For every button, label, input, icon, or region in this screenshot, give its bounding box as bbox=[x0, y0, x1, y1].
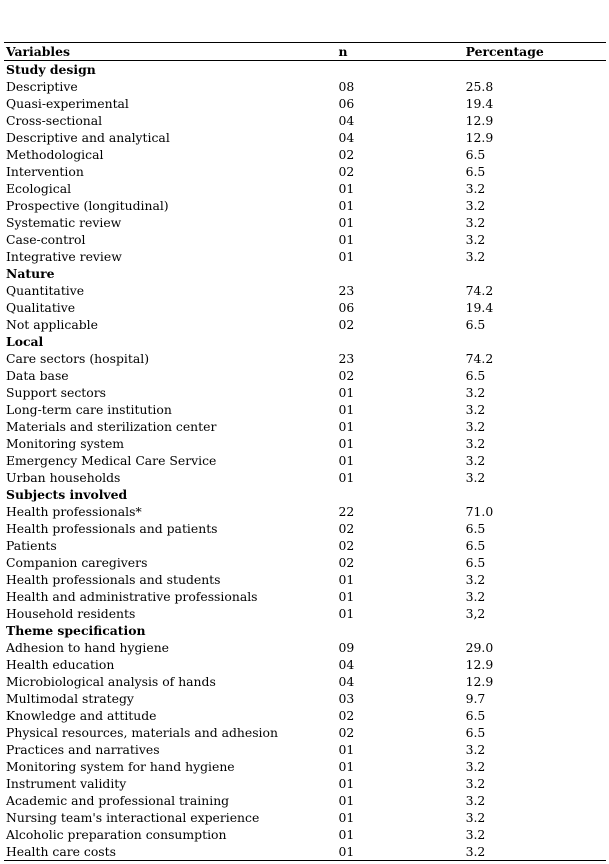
table-row bbox=[4, 707, 606, 724]
percentage-cell: 6.5 bbox=[465, 368, 486, 383]
table-row bbox=[4, 843, 606, 861]
table-row bbox=[4, 690, 606, 707]
section-row bbox=[4, 333, 606, 350]
percentage-cell: 74.2 bbox=[465, 283, 494, 298]
variable-cell: Methodological bbox=[6, 147, 104, 162]
variable-cell: Quantitative bbox=[6, 283, 85, 298]
table-row bbox=[4, 809, 606, 826]
variable-cell: Prospective (longitudinal) bbox=[6, 198, 169, 213]
percentage-cell: 74.2 bbox=[465, 351, 494, 366]
variable-cell: Health professionals and patients bbox=[6, 521, 218, 536]
n-cell: 04 bbox=[338, 657, 355, 672]
variable-cell: Data base bbox=[6, 368, 69, 383]
percentage-cell: 29.0 bbox=[465, 640, 494, 655]
variable-cell: Health professionals and students bbox=[6, 572, 221, 587]
table-row bbox=[4, 826, 606, 843]
variable-cell: Practices and narratives bbox=[6, 742, 160, 757]
table-row bbox=[4, 758, 606, 775]
section-row bbox=[4, 265, 606, 282]
table-row bbox=[4, 435, 606, 452]
percentage-cell: 3.2 bbox=[465, 589, 486, 604]
table-row bbox=[4, 571, 606, 588]
table-row bbox=[4, 503, 606, 520]
variable-cell: Descriptive bbox=[6, 79, 78, 94]
header-variables: Variables bbox=[4, 43, 336, 61]
percentage-cell: 3.2 bbox=[465, 742, 486, 757]
n-cell: 04 bbox=[338, 113, 355, 128]
table-row bbox=[4, 350, 606, 367]
table-row bbox=[4, 248, 606, 265]
percentage-cell: 6.5 bbox=[465, 708, 486, 723]
n-cell: 02 bbox=[338, 317, 355, 332]
percentage-cell: 6.5 bbox=[465, 725, 486, 740]
percentage-cell: 3.2 bbox=[465, 232, 486, 247]
percentage-cell: 6.5 bbox=[465, 521, 486, 536]
table-row bbox=[4, 418, 606, 435]
variable-cell: Care sectors (hospital) bbox=[6, 351, 150, 366]
percentage-cell: 3.2 bbox=[465, 249, 486, 264]
variable-cell: Academic and professional training bbox=[6, 793, 230, 808]
percentage-cell: 6.5 bbox=[465, 538, 486, 553]
percentage-cell: 3.2 bbox=[465, 470, 486, 485]
table-row bbox=[4, 639, 606, 656]
table-row bbox=[4, 112, 606, 129]
n-cell: 02 bbox=[338, 725, 355, 740]
section-title: Subjects involved bbox=[6, 487, 128, 502]
table-row bbox=[4, 95, 606, 112]
variable-cell: Quasi-experimental bbox=[6, 96, 129, 111]
n-cell: 23 bbox=[338, 283, 355, 298]
variable-cell: Long-term care institution bbox=[6, 402, 172, 417]
table-row bbox=[4, 792, 606, 809]
table-row bbox=[4, 775, 606, 792]
n-cell: 01 bbox=[338, 793, 355, 808]
percentage-cell: 9.7 bbox=[465, 691, 486, 706]
variable-cell: Urban households bbox=[6, 470, 121, 485]
variable-cell: Intervention bbox=[6, 164, 84, 179]
n-cell: 01 bbox=[338, 436, 355, 451]
table-row bbox=[4, 316, 606, 333]
variable-cell: Systematic review bbox=[6, 215, 122, 230]
n-cell: 01 bbox=[338, 198, 355, 213]
table-row bbox=[4, 605, 606, 622]
header-n: n bbox=[336, 43, 463, 61]
n-cell: 06 bbox=[338, 300, 355, 315]
table-row bbox=[4, 401, 606, 418]
n-cell: 01 bbox=[338, 385, 355, 400]
table-row bbox=[4, 537, 606, 554]
n-cell: 02 bbox=[338, 538, 355, 553]
variable-cell: Companion caregivers bbox=[6, 555, 148, 570]
section-title: Study design bbox=[6, 62, 96, 77]
variable-cell: Ecological bbox=[6, 181, 72, 196]
n-cell: 01 bbox=[338, 215, 355, 230]
percentage-cell: 6.5 bbox=[465, 555, 486, 570]
table-row bbox=[4, 180, 606, 197]
variable-cell: Emergency Medical Care Service bbox=[6, 453, 217, 468]
section-title: Theme specification bbox=[6, 623, 146, 638]
variable-cell: Instrument validity bbox=[6, 776, 127, 791]
table-body bbox=[4, 61, 606, 861]
n-cell: 02 bbox=[338, 521, 355, 536]
n-cell: 02 bbox=[338, 164, 355, 179]
percentage-cell: 3.2 bbox=[465, 759, 486, 774]
table-row bbox=[4, 452, 606, 469]
variable-cell: Monitoring system for hand hygiene bbox=[6, 759, 235, 774]
variable-cell: Health and administrative professionals bbox=[6, 589, 258, 604]
table-row bbox=[4, 520, 606, 537]
variable-cell: Health professionals* bbox=[6, 504, 142, 519]
percentage-cell: 3.2 bbox=[465, 402, 486, 417]
n-cell: 04 bbox=[338, 674, 355, 689]
table-row bbox=[4, 554, 606, 571]
header-percentage: Percentage bbox=[464, 43, 606, 61]
table-row bbox=[4, 673, 606, 690]
percentage-cell: 3.2 bbox=[465, 181, 486, 196]
table-row bbox=[4, 197, 606, 214]
variable-cell: Microbiological analysis of hands bbox=[6, 674, 216, 689]
n-cell: 02 bbox=[338, 555, 355, 570]
percentage-cell: 3.2 bbox=[465, 810, 486, 825]
section-row bbox=[4, 486, 606, 503]
n-cell: 01 bbox=[338, 419, 355, 434]
percentage-cell: 12.9 bbox=[465, 130, 494, 145]
percentage-cell: 6.5 bbox=[465, 164, 486, 179]
variable-cell: Monitoring system bbox=[6, 436, 125, 451]
table-row bbox=[4, 299, 606, 316]
percentage-cell: 6.5 bbox=[465, 317, 486, 332]
table-row bbox=[4, 282, 606, 299]
n-cell: 01 bbox=[338, 181, 355, 196]
variable-cell: Case-control bbox=[6, 232, 86, 247]
percentage-cell: 3.2 bbox=[465, 436, 486, 451]
n-cell: 09 bbox=[338, 640, 355, 655]
percentage-cell: 6.5 bbox=[465, 147, 486, 162]
n-cell: 06 bbox=[338, 96, 355, 111]
n-cell: 01 bbox=[338, 402, 355, 417]
section-row bbox=[4, 622, 606, 639]
percentage-cell: 3,2 bbox=[465, 606, 486, 621]
percentage-cell: 25.8 bbox=[465, 79, 494, 94]
percentage-cell: 3.2 bbox=[465, 385, 486, 400]
table-row bbox=[4, 656, 606, 673]
n-cell: 01 bbox=[338, 232, 355, 247]
table-row bbox=[4, 741, 606, 758]
n-cell: 03 bbox=[338, 691, 355, 706]
n-cell: 23 bbox=[338, 351, 355, 366]
section-row bbox=[4, 61, 606, 79]
n-cell: 02 bbox=[338, 708, 355, 723]
percentage-cell: 3.2 bbox=[465, 198, 486, 213]
table-row bbox=[4, 384, 606, 401]
n-cell: 01 bbox=[338, 572, 355, 587]
n-cell: 01 bbox=[338, 589, 355, 604]
header-row bbox=[4, 43, 606, 61]
table-row bbox=[4, 146, 606, 163]
n-cell: 02 bbox=[338, 368, 355, 383]
variable-cell: Integrative review bbox=[6, 249, 122, 264]
variable-cell: Patients bbox=[6, 538, 57, 553]
percentage-cell: 3.2 bbox=[465, 572, 486, 587]
percentage-cell: 12.9 bbox=[465, 113, 494, 128]
n-cell: 01 bbox=[338, 470, 355, 485]
percentage-cell: 3.2 bbox=[465, 419, 486, 434]
n-cell: 01 bbox=[338, 453, 355, 468]
variable-cell: Not applicable bbox=[6, 317, 98, 332]
variable-cell: Knowledge and attitude bbox=[6, 708, 157, 723]
percentage-cell: 3.2 bbox=[465, 215, 486, 230]
percentage-cell: 3.2 bbox=[465, 453, 486, 468]
percentage-cell: 3.2 bbox=[465, 827, 486, 842]
n-cell: 01 bbox=[338, 742, 355, 757]
variable-cell: Cross-sectional bbox=[6, 113, 103, 128]
percentage-cell: 12.9 bbox=[465, 674, 494, 689]
variable-cell: Alcoholic preparation consumption bbox=[6, 827, 227, 842]
variable-cell: Health care costs bbox=[4, 843, 336, 861]
section-title: Local bbox=[6, 334, 44, 349]
variable-cell: Household residents bbox=[6, 606, 136, 621]
variable-cell: Health education bbox=[6, 657, 115, 672]
percentage-cell: 19.4 bbox=[465, 300, 494, 315]
n-cell: 01 bbox=[338, 810, 355, 825]
variable-cell: Support sectors bbox=[6, 385, 106, 400]
percentage-cell: 12.9 bbox=[465, 657, 494, 672]
n-cell: 01 bbox=[338, 606, 355, 621]
percentage-cell: 19.4 bbox=[465, 96, 494, 111]
n-cell: 04 bbox=[338, 130, 355, 145]
percentage-cell: 3.2 bbox=[464, 843, 606, 861]
n-cell: 01 bbox=[338, 759, 355, 774]
variable-cell: Multimodal strategy bbox=[6, 691, 134, 706]
n-cell: 01 bbox=[338, 776, 355, 791]
variables-table bbox=[4, 42, 606, 861]
n-cell: 08 bbox=[338, 79, 355, 94]
n-cell: 01 bbox=[338, 249, 355, 264]
n-cell: 01 bbox=[336, 843, 463, 861]
table-row bbox=[4, 78, 606, 95]
table-row bbox=[4, 588, 606, 605]
n-cell: 22 bbox=[338, 504, 355, 519]
variable-cell: Adhesion to hand hygiene bbox=[6, 640, 170, 655]
table-row bbox=[4, 469, 606, 486]
variable-cell: Nursing team's interactional experience bbox=[6, 810, 260, 825]
variable-cell: Materials and sterilization center bbox=[6, 419, 217, 434]
table-row bbox=[4, 367, 606, 384]
percentage-cell: 3.2 bbox=[465, 793, 486, 808]
section-title: Nature bbox=[6, 266, 55, 281]
n-cell: 01 bbox=[338, 827, 355, 842]
table-row bbox=[4, 724, 606, 741]
variable-cell: Qualitative bbox=[6, 300, 76, 315]
n-cell: 02 bbox=[338, 147, 355, 162]
table-row bbox=[4, 231, 606, 248]
variable-cell: Descriptive and analytical bbox=[6, 130, 170, 145]
table-row bbox=[4, 163, 606, 180]
percentage-cell: 71.0 bbox=[465, 504, 494, 519]
table-row bbox=[4, 214, 606, 231]
percentage-cell: 3.2 bbox=[465, 776, 486, 791]
table-row bbox=[4, 129, 606, 146]
variable-cell: Physical resources, materials and adhesion bbox=[6, 725, 278, 740]
